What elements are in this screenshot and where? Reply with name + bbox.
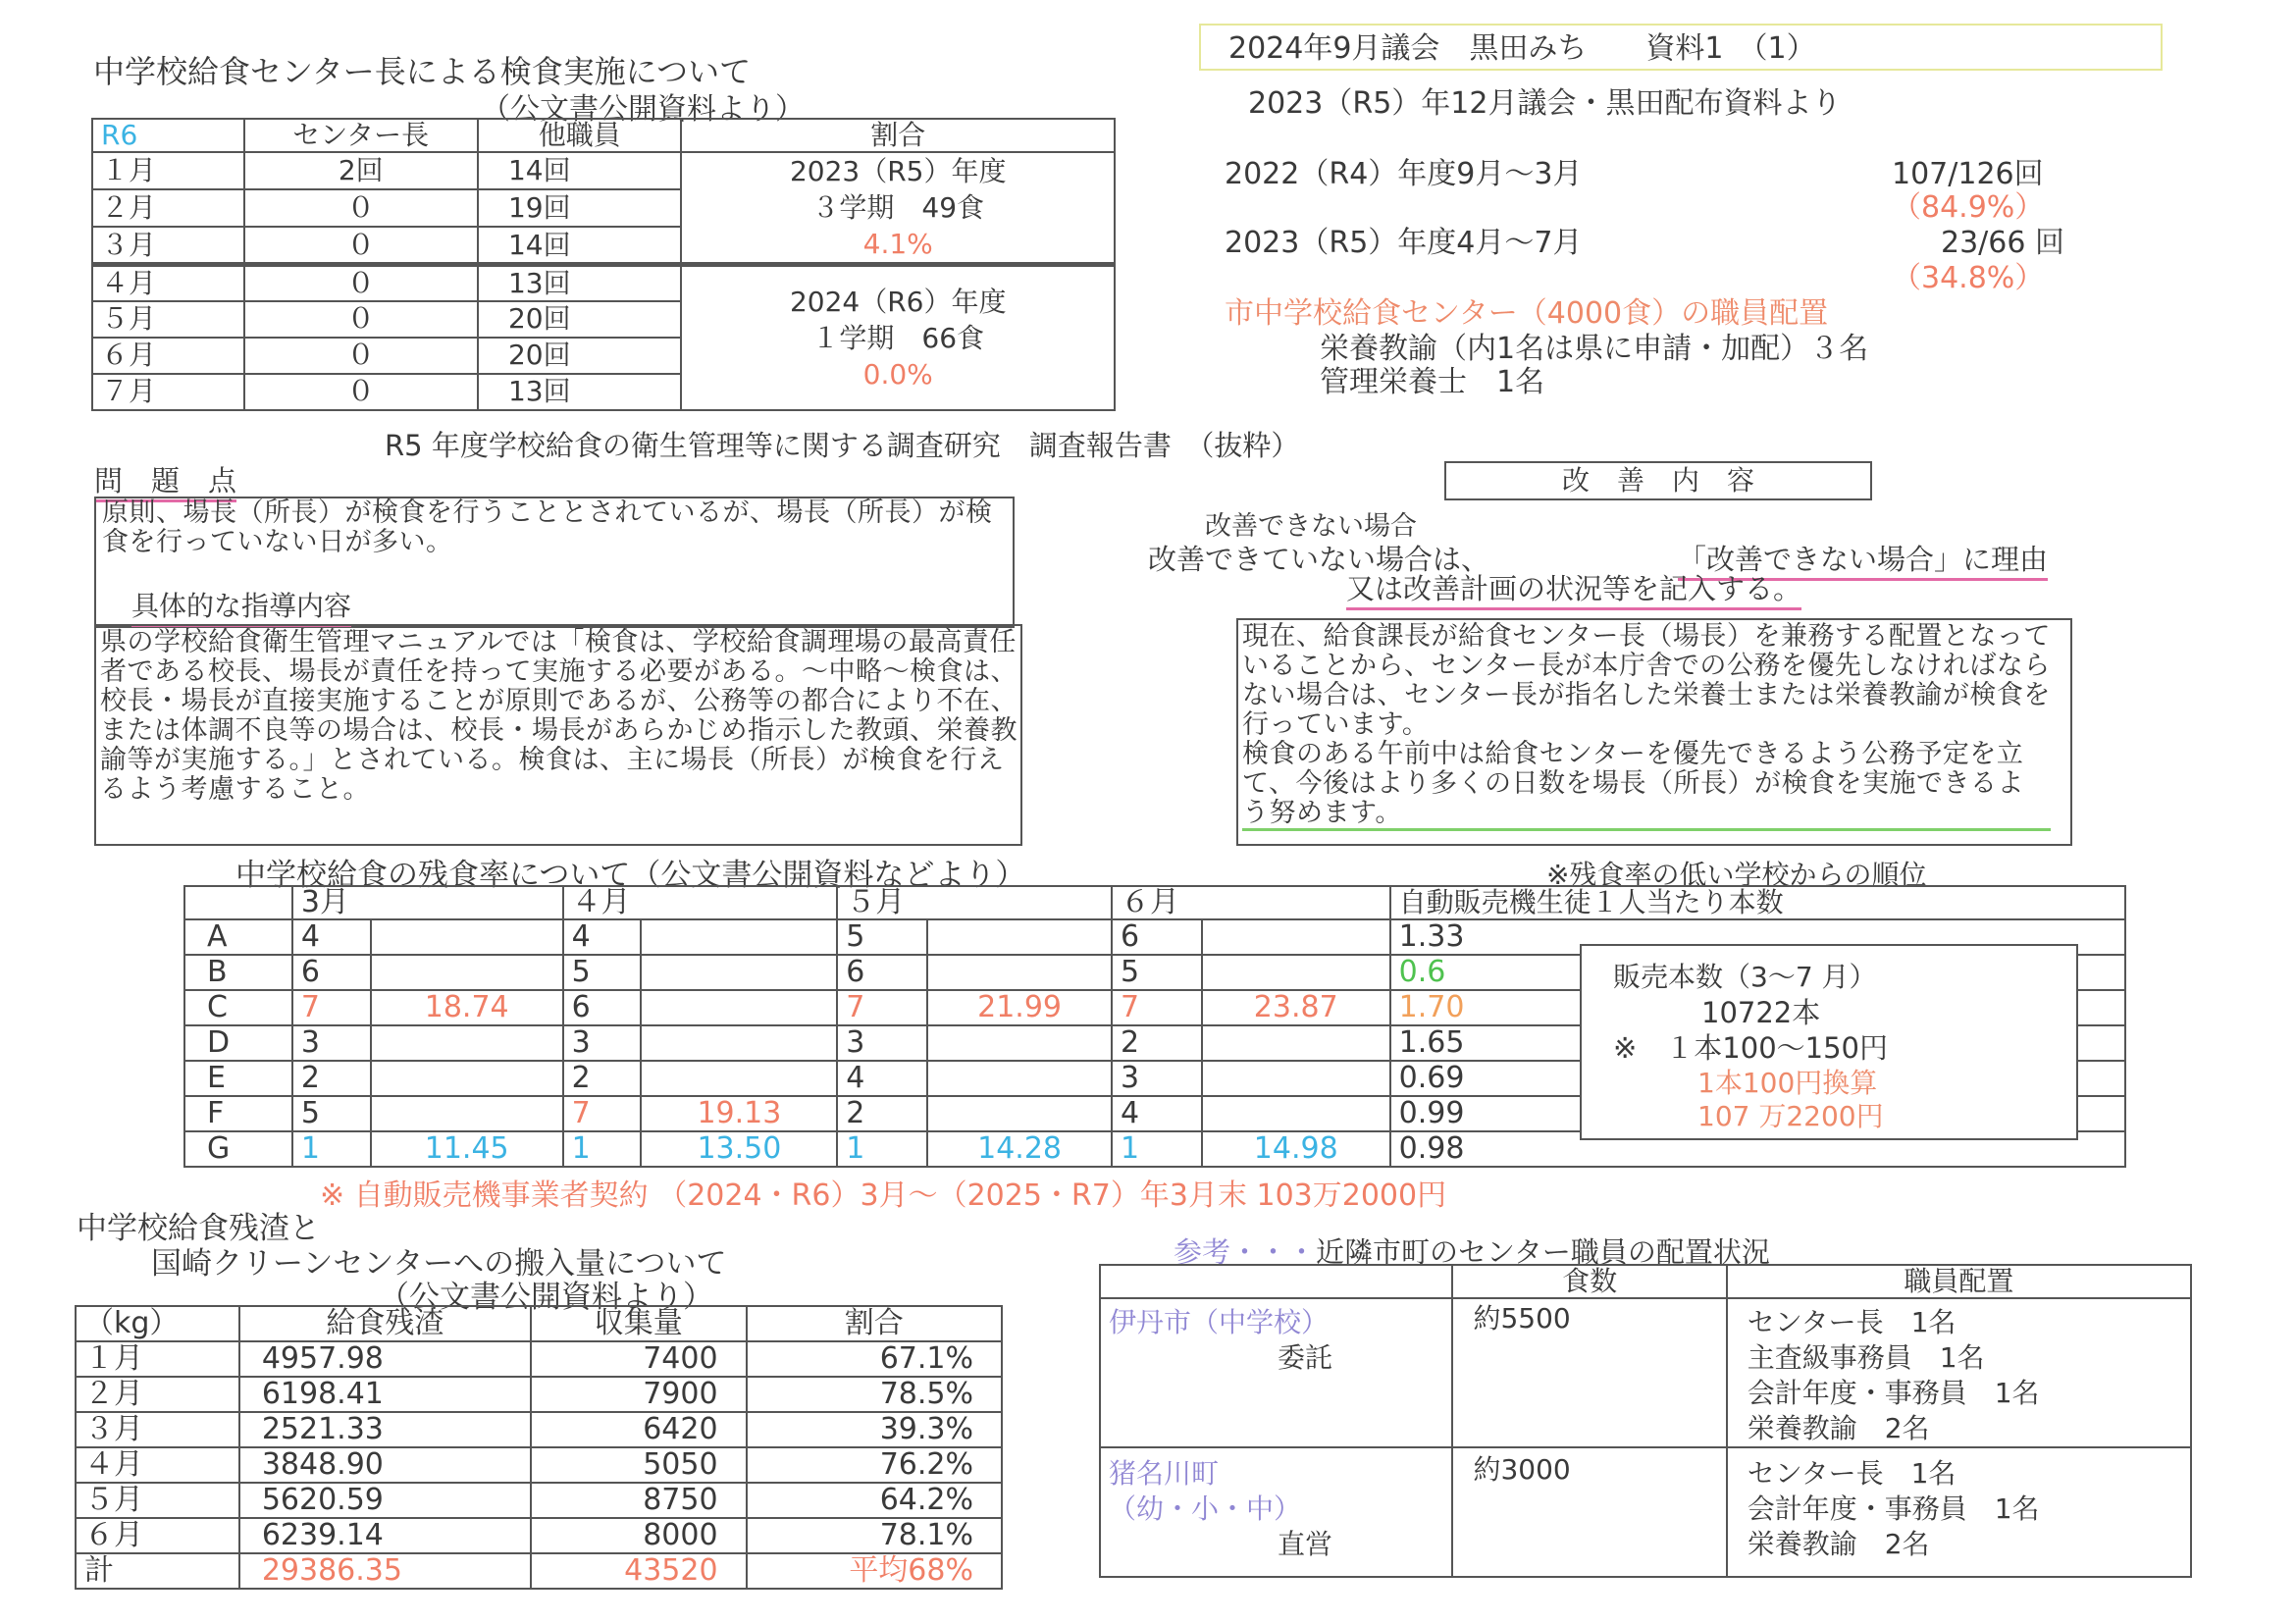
month-cell: １月 [92,152,244,189]
page-subtitle: （公文書公開資料より） [481,92,805,127]
group1-year: 2023（R5）年度 [789,155,1007,187]
ratio-value: 39.3% [747,1412,1002,1447]
rate-cell [371,1096,563,1131]
vending-cell: 1.65 [1390,1025,2125,1061]
rank-cell: 5 [292,1096,371,1131]
residue-header: （kg） [76,1306,239,1341]
residue-header: 収集量 [531,1306,747,1341]
rate-cell [641,1025,837,1061]
rank-cell: 1 [837,1131,927,1167]
other-cell: 14回 [478,227,682,264]
rate-cell [1202,1025,1390,1061]
other-cell: 19回 [478,189,682,227]
month-cell: ４月 [92,265,244,301]
cannot-label: 改善できない場合 [1205,511,1417,542]
staff-line: 主査級事務員 1名 [1747,1341,1985,1374]
collected-value: 7900 [531,1377,747,1412]
rate-cell: 14.28 [927,1131,1112,1167]
rank-cell: 4 [837,1061,927,1096]
vending-cell: 0.98 [1390,1131,2125,1167]
residue-month: １月 [76,1341,239,1377]
other-cell: 14回 [478,152,682,189]
staff-line: 栄養教諭 2名 [1747,1528,1930,1560]
residue-total: 29386.35 [239,1553,531,1589]
page-title: 中学校給食センター長による検食実施について [93,53,752,90]
rate-cell [641,919,837,955]
rank-cell: 4 [292,919,371,955]
sales-count: 10722本 [1701,996,1821,1029]
staff-line: センター長 1名 [1747,1457,1957,1490]
collected-value: 8750 [531,1483,747,1518]
school-label: C [184,990,292,1025]
itami-staff-cell [1727,1298,2191,1447]
rate-cell: 11.45 [371,1131,563,1167]
residue-title-1: 中学校給食残渣と [77,1211,320,1246]
ratio-average: 平均68% [747,1553,1002,1589]
collected-value: 8000 [531,1518,747,1553]
leftover-title: 中学校給食の残食率について（公文書公開資料などより） [235,858,1026,893]
rank-cell: 6 [1112,919,1202,955]
guidance-label: 具体的な指導内容 [131,585,351,627]
sales-box [1580,944,2078,1140]
sales-title: 販売本数（3～7 月） [1613,961,1877,993]
sales-amount: 107 万2200円 [1697,1100,1884,1132]
staff-line: 会計年度・事務員 1名 [1747,1492,2040,1525]
other-cell: 13回 [478,265,682,301]
rank-cell: 3 [292,1025,371,1061]
header-chief: センター長 [244,119,478,152]
rate-cell [927,919,1112,955]
rank-cell: 7 [563,1096,642,1131]
sales-conversion: 1本100円換算 [1697,1067,1878,1099]
residue-value: 6198.41 [239,1377,531,1412]
rank-cell: 3 [1112,1061,1202,1096]
chief-cell: ０ [244,338,478,374]
inagawa-type: 直営 [1278,1528,1333,1560]
rate-cell [641,990,837,1025]
chief-cell: ０ [244,265,478,301]
rank-cell: 7 [837,990,927,1025]
vending-cell: 1.70 [1390,990,2125,1025]
chief-cell: 2回 [244,152,478,189]
inagawa-cell [1100,1447,1452,1577]
ratio-value: 78.1% [747,1518,1002,1553]
reference-table [1099,1264,2192,1578]
collected-value: 6420 [531,1412,747,1447]
month-header: ６月 [1112,886,1390,919]
rate-cell [1202,1096,1390,1131]
rank-cell: 3 [563,1025,642,1061]
vending-contract: ※ 自動販売機事業者契約 （2024・R6）3月～（2025・R7）年3月末 103万2000円 [320,1178,1447,1213]
header-ratio: 割合 [681,119,1115,152]
survey-heading: R5 年度学校給食の衛生管理等に関する調査研究 調査報告書 （抜粋） [385,429,1300,462]
residue-header: 割合 [747,1306,1002,1341]
rate-cell [1202,919,1390,955]
rate-cell: 23.87 [1202,990,1390,1025]
chief-cell: ０ [244,189,478,227]
school-label: G [184,1131,292,1167]
inagawa-meals: 約3000 [1452,1447,1726,1577]
rate-cell [927,955,1112,990]
sales-note: ※ １本100～150円 [1613,1031,1889,1065]
r5-source: 2023（R5）年12月議会・黒田配布資料より [1248,86,1842,121]
month-cell: ６月 [92,338,244,374]
staff-line: 栄養教諭 2名 [1747,1412,1930,1444]
rank-cell: 5 [563,955,642,990]
staff-line: 会計年度・事務員 1名 [1747,1377,2040,1409]
month-cell: ５月 [92,301,244,338]
rate-cell: 21.99 [927,990,1112,1025]
inspection-table [91,118,1116,411]
residue-value: 2521.33 [239,1412,531,1447]
group2-cell [681,265,1115,410]
rate-cell [641,955,837,990]
residue-month: ４月 [76,1447,239,1483]
residue-value: 3848.90 [239,1447,531,1483]
residue-value: 5620.59 [239,1483,531,1518]
vending-header: 自動販売機生徒１人当たり本数 [1390,886,2125,919]
rank-cell: 4 [563,919,642,955]
r4-value: 107/126回 [1892,157,2044,191]
vending-cell: 0.69 [1390,1061,2125,1096]
ratio-value: 67.1% [747,1341,1002,1377]
ratio-value: 64.2% [747,1483,1002,1518]
rank-cell: 2 [1112,1025,1202,1061]
group2-ratio: 0.0% [862,357,933,391]
residue-value: 6239.14 [239,1518,531,1553]
group1-ratio: 4.1% [862,228,933,260]
rank-cell: 1 [292,1131,371,1167]
other-cell: 13回 [478,374,682,410]
rank-cell: 6 [837,955,927,990]
current-text-2: 検食のある午前中は給食センターを優先できるよう公務予定を立て、今後はより多くの日数を場長（所長）が検食を実施できるよう努めます。 [1242,740,2051,831]
r5-value: 23/66 回 [1941,226,2064,260]
ref-header: 職員配置 [1727,1265,2191,1298]
inagawa-staff-cell [1727,1447,2191,1577]
staff-line-2: 管理栄養士 1名 [1320,365,1545,399]
residue-month: ３月 [76,1412,239,1447]
problem-label: 問 題 点 [94,459,236,502]
inagawa-name: 猪名川町 [1109,1457,1220,1490]
staff-line: センター長 1名 [1747,1306,1957,1338]
rank-cell: 7 [1112,990,1202,1025]
rank-cell: 6 [292,955,371,990]
rank-cell: 2 [292,1061,371,1096]
ratio-value: 76.2% [747,1447,1002,1483]
residue-header: 給食残渣 [239,1306,531,1341]
rate-cell [927,1096,1112,1131]
itami-cell [1100,1298,1452,1447]
r4-pct: （84.9%） [1892,190,2045,225]
school-label: B [184,955,292,990]
reference-heading: 近隣市町のセンター職員の配置状況 [1316,1235,1770,1269]
document-badge: 2024年9月議会 黒田みち 資料1 （1） [1199,24,2163,71]
residue-month: ６月 [76,1518,239,1553]
rate-cell: 18.74 [371,990,563,1025]
residue-month: ２月 [76,1377,239,1412]
cannot-text-b: 「改善できない場合」に理由 [1678,538,2048,581]
rank-cell: 2 [837,1096,927,1131]
rate-cell [371,955,563,990]
ratio-value: 78.5% [747,1377,1002,1412]
rate-cell: 13.50 [641,1131,837,1167]
rank-cell: 6 [563,990,642,1025]
reference-prefix: 参考・・・ [1174,1235,1317,1269]
month-header: ４月 [563,886,838,919]
rate-cell: 19.13 [641,1096,837,1131]
month-header: ５月 [837,886,1112,919]
vending-cell: 1.33 [1390,919,2125,955]
rank-cell: 7 [292,990,371,1025]
school-label: D [184,1025,292,1061]
rate-cell [371,1061,563,1096]
school-label: A [184,919,292,955]
other-cell: 20回 [478,301,682,338]
chief-cell: ０ [244,227,478,264]
group2-term: １学期 66食 [811,321,985,354]
improve-label: 改 善 内 容 [1444,461,1872,500]
chief-cell: ０ [244,301,478,338]
r5-label: 2023（R5）年度4月～7月 [1225,226,1583,260]
collected-value: 5050 [531,1447,747,1483]
rank-cell: 5 [837,919,927,955]
rank-cell: 2 [563,1061,642,1096]
residue-table [75,1305,1003,1590]
cannot-text-a: 改善できていない場合は、 [1148,543,1490,576]
staff-line-1: 栄養教諭（内1名は県に申請・加配）３名 [1320,332,1869,366]
problem-text: 原則、場長（所長）が検食を行うこととされているが、場長（所長）が検食を行っていない日が多い。 [102,497,993,557]
school-label: F [184,1096,292,1131]
month-header: 3月 [292,886,563,919]
residue-value: 4957.98 [239,1341,531,1377]
residue-total-label: 計 [76,1553,239,1589]
staff-title: 市中学校給食センター（4000食）の職員配置 [1225,296,1829,331]
group2-year: 2024（R6）年度 [789,285,1007,318]
rank-cell: 4 [1112,1096,1202,1131]
itami-type: 委託 [1278,1341,1333,1374]
guidance-text: 県の学校給食衛生管理マニュアルでは「検食は、学校給食調理場の最高責任者である校長、場長が責任を持って実施する必要がある。～中略～検食は、校長・場長が直接実施することが原則であるが、公務等の都合により不在、または体調不良等の場合は、校長・場長があらかじめ指示した教頭、栄養教諭等が実施する。」とされている。検食は、主に場長（所長）が検食を行えるよう考慮すること。 [100,627,1018,805]
rank-cell: 5 [1112,955,1202,990]
group1-term: ３学期 49食 [811,191,985,224]
header-r6: R6 [92,119,244,152]
vending-cell: 0.6 [1390,955,2125,990]
itami-name: 伊丹市（中学校） [1109,1306,1330,1338]
rate-cell [1202,955,1390,990]
rate-cell [371,919,563,955]
leftover-note: ※残食率の低い学校からの順位 [1546,859,1927,891]
rank-cell: 1 [563,1131,642,1167]
month-cell: ７月 [92,374,244,410]
inagawa-sub: （幼・小・中） [1109,1492,1302,1525]
month-cell: ２月 [92,189,244,227]
rank-cell: 1 [1112,1131,1202,1167]
rate-cell: 14.98 [1202,1131,1390,1167]
school-label: E [184,1061,292,1096]
group1-cell [681,152,1115,265]
rate-cell [641,1061,837,1096]
ref-header [1100,1265,1452,1298]
current-text-1: 現在、給食課長が給食センター長（場長）を兼務する配置となっていることから、センター長が本庁舎での公務を優先しなければならない場合は、センター長が指名した栄養士または栄養教諭が検食を行っています。 [1242,621,2051,740]
rate-cell [927,1025,1112,1061]
ref-header: 食数 [1452,1265,1726,1298]
rate-cell [927,1061,1112,1096]
itami-meals: 約5500 [1452,1298,1726,1447]
header-other: 他職員 [478,119,682,152]
residue-title-2: 国崎クリーンセンターへの搬入量について [151,1246,727,1282]
r5-pct: （34.8%） [1892,261,2045,295]
rate-cell [1202,1061,1390,1096]
collected-total: 43520 [531,1553,747,1589]
other-cell: 20回 [478,338,682,374]
rate-cell [371,1025,563,1061]
month-cell: ３月 [92,227,244,264]
chief-cell: ０ [244,374,478,410]
r4-label: 2022（R4）年度9月～3月 [1225,157,1583,191]
residue-title-3: （公文書公開資料より） [379,1280,713,1315]
rank-cell: 3 [837,1025,927,1061]
residue-month: ５月 [76,1483,239,1518]
collected-value: 7400 [531,1341,747,1377]
vending-cell: 0.99 [1390,1096,2125,1131]
cannot-text-c: 又は改善計画の状況等を記入する。 [1346,567,1801,610]
